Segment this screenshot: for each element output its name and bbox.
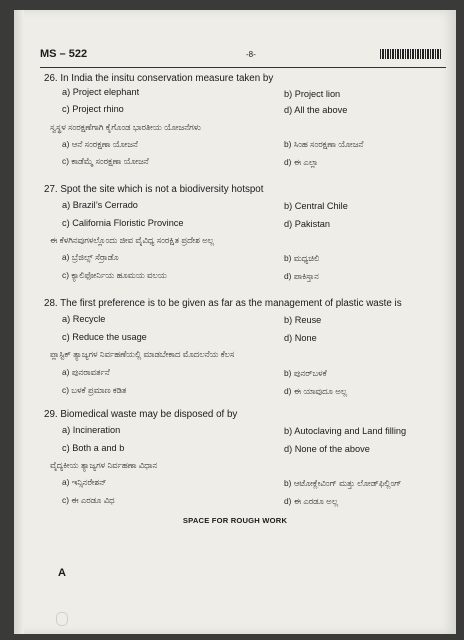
kannada-option-b: b) ಸಿಂಹ ಸಂರಕ್ಷಣಾ ಯೋಜನೆ xyxy=(284,139,364,149)
option-b: b) Reuse xyxy=(284,315,322,325)
kannada-question: ವೈದ್ಯಕೀಯ ತ್ಯಾಜ್ಯಗಳ ನಿರ್ವಹಣಾ ವಿಧಾನ xyxy=(50,460,158,470)
kannada-option-d: d) ಈ ಎಲ್ಲಾ xyxy=(284,157,319,167)
option-c: c) Project rhino xyxy=(62,104,124,114)
options xyxy=(44,87,444,171)
kannada-option-c: c) ಈ ಎರಡೂ ವಿಧ xyxy=(62,495,115,505)
option-c: c) Both a and b xyxy=(62,443,125,453)
kannada-option-b: b) ಆಟೋಕ್ಲೇವಿಂಗ್ ಮತ್ತು ಲೋಡ್‌ಫಿಲ್ಲಿಂಗ್ xyxy=(284,478,402,488)
question-27 xyxy=(44,184,444,284)
option-b: b) Central Chile xyxy=(284,201,348,211)
option-d: d) None xyxy=(284,333,317,343)
options xyxy=(44,198,444,284)
option-d: d) None of the above xyxy=(284,444,370,454)
kannada-option-a: a) ಪುನರಾವರ್ತನೆ xyxy=(62,367,110,377)
kannada-option-b: b) ಪುನರ್‌ಬಳಕೆ xyxy=(284,368,327,378)
kannada-option-b: b) ಮಧ್ಯಚಿಲಿ xyxy=(284,253,320,263)
question-26 xyxy=(44,73,444,171)
option-c: c) Reduce the usage xyxy=(62,332,147,342)
kannada-option-c: c) ಕಾಡೆಮ್ಮೆ ಸಂರಕ್ಷಣಾ ಯೋಜನೆ xyxy=(62,156,149,166)
kannada-option-c: c) ಬಳಕೆ ಪ್ರಮಾಣ ಕಡಿತ xyxy=(62,385,127,395)
option-a: a) Incineration xyxy=(62,425,121,435)
kannada-question: ಈ ಕೆಳಗಿನವುಗಳಲ್ಲೊಂದು ಜೀವ ವೈವಿಧ್ಯ ಸಂರಕ್ಷಿತ ಪ್ರದೇಶ ಅಲ್ಲ xyxy=(50,235,215,245)
kannada-option-a: a) ಇನ್ಸಿನರೇಶನ್ xyxy=(62,477,107,487)
kannada-option-a: a) ಬ್ರೆಜಿಲ್ಸ್ ಸೆರ್ರಾಡೊ xyxy=(62,252,119,262)
exam-page xyxy=(14,10,456,634)
booklet-series-letter: A xyxy=(58,567,66,579)
option-b: b) Autoclaving and Land filling xyxy=(284,426,407,436)
kannada-option-a: a) ಆನೆ ಸಂರಕ್ಷಣಾ ಯೋಜನೆ xyxy=(62,139,138,149)
barcode-icon xyxy=(380,49,442,59)
page-binding-shadow xyxy=(14,10,24,634)
option-d: d) All the above xyxy=(284,105,348,115)
page-fold-mark xyxy=(56,612,68,626)
header-rule xyxy=(40,67,446,68)
rough-work-note: SPACE FOR ROUGH WORK xyxy=(182,516,288,525)
option-d: d) Pakistan xyxy=(284,219,330,229)
kannada-question: ಸ್ವಸ್ಥಳ ಸಂರಕ್ಷಣೆಗಾಗಿ ಕೈಗೊಂಡ ಭಾರತೀಯ ಯೋಜನೆಗಳು xyxy=(50,122,201,132)
page-header xyxy=(40,48,446,64)
paper-code: MS – 522 xyxy=(40,48,88,60)
option-a: a) Project elephant xyxy=(62,87,140,97)
question-text: 27. Spot the site which is not a biodiversity hotspot xyxy=(44,184,264,195)
options xyxy=(44,423,444,509)
kannada-option-d: d) ಪಾಕಿಸ್ತಾನ xyxy=(284,271,319,281)
option-a: a) Recycle xyxy=(62,314,106,324)
option-a: a) Brazil’s Cerrado xyxy=(62,200,138,210)
kannada-question: ಪ್ಲಾಸ್ಟಿಕ್ ತ್ಯಾಜ್ಯಗಳ ನಿರ್ವಹಣೆಯಲ್ಲಿ ಮಾಡಬೇಕಾದ ಮೊದಲನೆಯ ಕೆಲಸ xyxy=(50,349,235,359)
question-text: 28. The first preference is to be given as far as the management of plastic waste is xyxy=(44,298,402,309)
question-28 xyxy=(44,298,444,398)
question-text: 29. Biomedical waste may be disposed of by xyxy=(44,409,238,420)
question-text: 26. In India the insitu conservation measure taken by xyxy=(44,73,274,84)
page-number: -8- xyxy=(246,50,256,59)
question-29 xyxy=(44,409,444,509)
kannada-option-d: d) ಈ ಎರಡೂ ಅಲ್ಲ xyxy=(284,496,339,506)
kannada-option-d: d) ಈ ಯಾವುದೂ ಅಲ್ಲ xyxy=(284,386,348,396)
option-c: c) California Floristic Province xyxy=(62,218,184,228)
option-b: b) Project lion xyxy=(284,89,341,99)
kannada-option-c: c) ಕ್ಯಾಲಿಫೋರ್ನಿಯ ಹೂಮಯ ವಲಯ xyxy=(62,270,167,280)
options xyxy=(44,312,444,398)
